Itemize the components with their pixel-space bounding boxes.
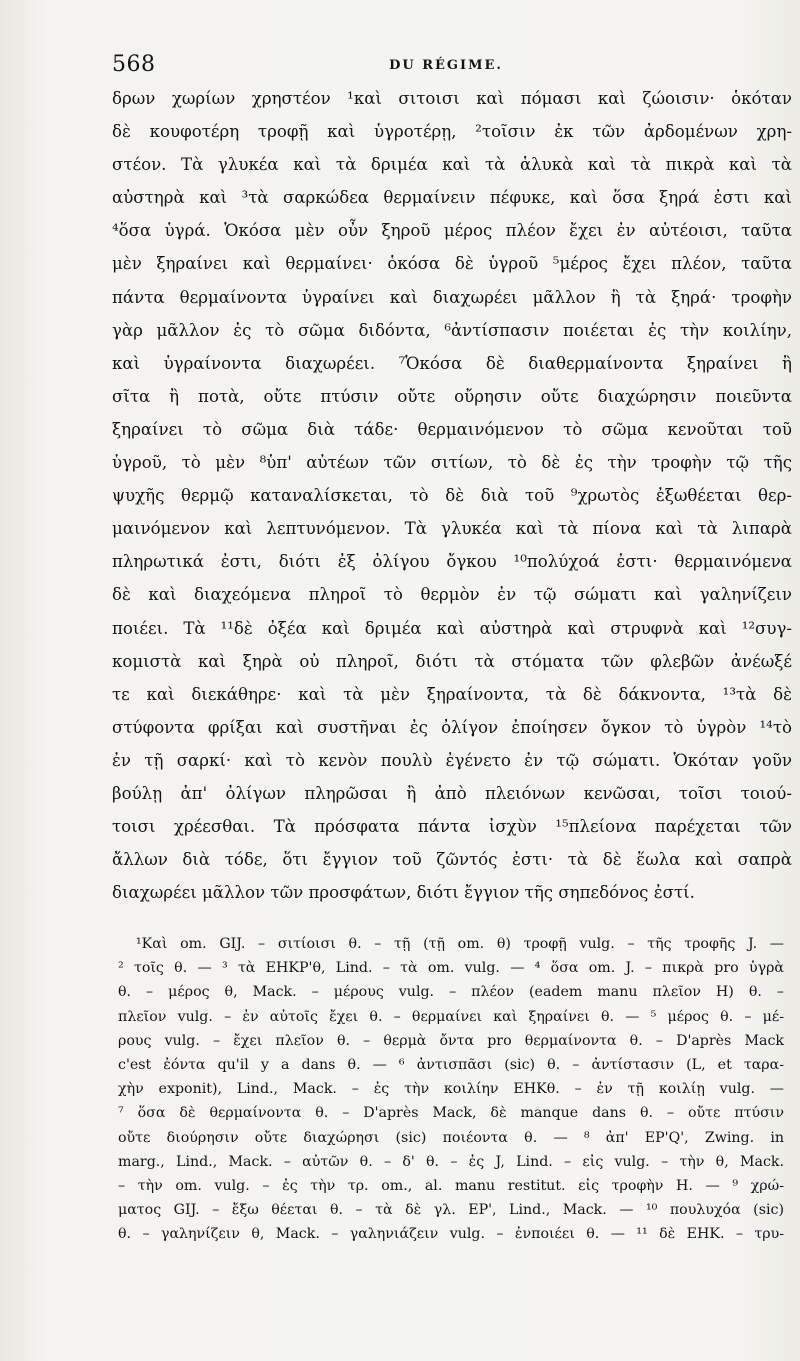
text-line: καὶ ὑγραίνοντα διαχωρέει. ⁷Ὁκόσα δὲ διαθερμαίνοντα ξηραίνει ἢ <box>112 353 792 373</box>
footnotes <box>118 932 784 1246</box>
text-line: πάντα θερμαίνοντα ὑγραίνει καὶ διαχωρέει μᾶλλον ἢ τὰ ξηρά· τροφὴν <box>112 287 792 307</box>
text-line: ψυχῆς θερμῷ καταναλίσκεται, τὸ δὲ διὰ τοῦ ⁹χρωτὸς ἐξωθέεται θερ- <box>112 486 792 506</box>
page-number: 568 <box>112 52 156 77</box>
footnote-line: ² τοῖς θ. — ³ τὰ EHKP'θ, Lind. – τὰ om. vulg. — ⁴ ὅσα om. J. – πικρὰ pro ὑγρὰ <box>118 960 784 977</box>
footnote-line: ρους vulg. – ἔχει πλεῖον θ. – θερμὰ ὄντα pro θερμαίνοντα θ. – D'après Mack <box>118 1032 784 1049</box>
main-text <box>112 82 792 909</box>
text-line: ⁴ὅσα ὑγρά. Ὁκόσα μὲν οὖν ξηροῦ μέρος πλέον ἔχει ἐν αὐτέοισι, ταῦτα <box>112 221 792 241</box>
footnote-line: θ. – μέρος θ, Mack. – μέρους vulg. – πλέον (eadem manu πλεῖον H) θ. – <box>118 984 784 1001</box>
text-line: ἄλλων διὰ τόδε, ὅτι ἔγγιον τοῦ ζῶντός ἐστι· τὰ δὲ ἕωλα καὶ σαπρὰ <box>112 850 792 870</box>
text-line: μαινόμενον καὶ λεπτυνόμενον. Τὰ γλυκέα καὶ τὰ πίονα καὶ τὰ λιπαρὰ <box>112 519 792 539</box>
footnote-line: ¹Καὶ om. GIJ. – σιτίοισι θ. – τῇ (τῇ om. θ) τροφῇ vulg. – τῆς τροφῆς J. — <box>136 936 784 952</box>
page-header <box>112 52 780 82</box>
text-line: στέον. Τὰ γλυκέα καὶ τὰ δριμέα καὶ τὰ ἁλυκὰ καὶ τὰ πικρὰ καὶ τὰ <box>112 155 792 175</box>
text-line: ποιέει. Τὰ ¹¹δὲ ὀξέα καὶ δριμέα καὶ αὐστηρὰ καὶ στρυφνὰ καὶ ¹²συγ- <box>112 618 792 638</box>
text-line: βούλῃ ἀπ' ὀλίγων πληρῶσαι ἢ ἀπὸ πλειόνων κενῶσαι, τοῖσι τοιού- <box>112 783 792 803</box>
text-line: ξηραίνει τὸ σῶμα διὰ τάδε· θερμαινόμενον τὸ σῶμα κενοῦται τοῦ <box>112 419 792 439</box>
footnote-line: ⁷ ὅσα δὲ θερμαίνοντα θ. – D'après Mack, δὲ manque dans θ. – οὔτε πτύσιν <box>118 1105 784 1122</box>
text-line: ἐν τῇ σαρκί· καὶ τὸ κενὸν πουλὺ ἐγένετο ἐν τῷ σώματι. Ὁκόταν γοῦν <box>112 750 792 770</box>
text-line: διαχωρέει μᾶλλον τῶν προσφάτων, διότι ἔγγιον τῆς σηπεδόνος ἐστί. <box>112 883 695 903</box>
footnote-line: – τὴν om. vulg. – ἐς τὴν τρ. om., al. manu restitut. εἰς τροφὴν H. — ⁹ χρώ- <box>118 1177 784 1194</box>
text-line: μὲν ξηραίνει καὶ θερμαίνει· ὁκόσα δὲ ὑγροῦ ⁵μέρος ἔχει πλέον, ταῦτα <box>112 254 792 274</box>
text-line: πληρωτικά ἐστι, διότι ἐξ ὀλίγου ὄγκου ¹⁰πολύχοά ἐστι· θερμαινόμενα <box>112 552 792 572</box>
text-line: κομιστὰ καὶ ξηρὰ οὐ πληροῖ, διότι τὰ στόματα τῶν φλεβῶν ἀνέωξέ <box>112 651 792 671</box>
text-line: δρων χωρίων χρηστέον ¹καὶ σιτοισι καὶ πόμασι καὶ ζώοισιν· ὁκόταν <box>112 89 792 108</box>
footnote-line: πλεῖον vulg. – ἐν αὐτοῖς ἔχει θ. – θερμαίνει καὶ ξηραίνει θ. — ⁵ μέρος θ. – μέ- <box>118 1008 784 1025</box>
text-line: δὲ κουφοτέρη τροφῇ καὶ ὑγροτέρῃ, ²τοῖσιν ἐκ τῶν ἀρδομένων χρη- <box>112 122 792 142</box>
footnote-line: marg., Lind., Mack. – αὐτῶν θ. – δ' θ. – ἐς J, Lind. – εἰς vulg. – τὴν θ, Mack. <box>118 1153 784 1170</box>
text-line: αὐστηρὰ καὶ ³τὰ σαρκώδεα θερμαίνειν πέφυκε, καὶ ὅσα ξηρά ἐστι καὶ <box>112 188 792 208</box>
footnote-line: οὔτε διούρησιν οὔτε διαχώρησι (sic) ποιέοντα θ. — ⁸ ἀπ' EP'Q', Zwing. in <box>118 1129 784 1146</box>
text-line: ὑγροῦ, τὸ μὲν ⁸ὑπ' αὐτέων τῶν σιτίων, τὸ δὲ ἐς τὴν τροφὴν τῷ τῆς <box>112 453 792 473</box>
text-line: δὲ καὶ διαχεόμενα πληροῖ τὸ θερμὸν ἐν τῷ σώματι καὶ γαληνίζειν <box>112 585 792 605</box>
footnote-line: θ. – γαληνίζειν θ, Mack. – γαληνιάζειν vulg. – ἐνποιέει θ. — ¹¹ δὲ EHK. – τρυ- <box>118 1226 784 1243</box>
text-line: στύφοντα φρίξαι καὶ συστῆναι ἐς ὀλίγον ἐποίησεν ὄγκον τὸ ὑγρὸν ¹⁴τὸ <box>112 717 792 737</box>
text-line: τοισι χρέεσθαι. Τὰ πρόσφατα πάντα ἰσχὺν ¹⁵πλείονα παρέχεται τῶν <box>112 817 792 837</box>
footnote-line: ματος GIJ. – ἔξω θέεται θ. – τὰ δὲ γλ. EP', Lind., Mack. — ¹⁰ πουλυχόα (sic) <box>118 1202 784 1219</box>
footnote-line: c'est ἐόντα qu'il y a dans θ. — ⁶ ἀντισπᾶσι (sic) θ. – ἀντίστασιν (L, et ταρα- <box>118 1056 784 1073</box>
running-title: DU RÉGIME. <box>389 58 503 73</box>
footnote-line: χὴν exponit), Lind., Mack. – ἐς τὴν κοιλίην EHKθ. – ἐν τῇ κοιλίῃ vulg. — <box>118 1081 784 1098</box>
text-line: σῖτα ἢ ποτὰ, οὔτε πτύσιν οὔτε οὔρησιν οὔτε διαχώρησιν ποιεῦντα <box>112 386 792 406</box>
text-line: τε καὶ διεκάθηρε· καὶ τὰ μὲν ξηραίνοντα, τὰ δὲ δάκνοντα, ¹³τὰ δὲ <box>112 684 792 704</box>
text-line: γὰρ μᾶλλον ἐς τὸ σῶμα διδόντα, ⁶ἀντίσπασιν ποιέεται ἐς τὴν κοιλίην, <box>112 320 792 340</box>
